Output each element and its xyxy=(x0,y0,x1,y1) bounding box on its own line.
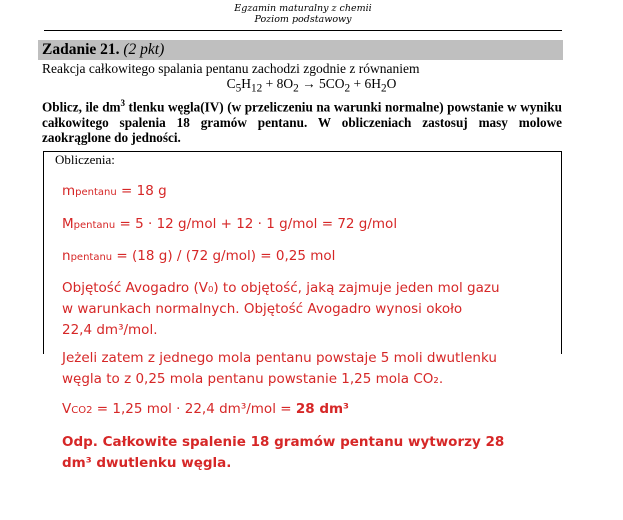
exam-header xyxy=(44,3,562,25)
task-title xyxy=(42,41,164,59)
calculation-label: Obliczenia: xyxy=(55,152,115,167)
volume-line: VCO2 = 1,25 mol · 22,4 dm³/mol = 28 dm³ xyxy=(62,401,349,417)
moles-line: npentanu = (18 g) / (72 g/mol) = 0,25 mol xyxy=(62,248,336,264)
header-subject: Egzamin maturalny z chemii xyxy=(234,3,372,14)
avogadro-paragraph: Objętość Avogadro (V₀) to objętość, jaką zajmuje jeden mol gazu w warunkach normalnych. Objętość Avogadro wynosi około 22,4 dm³/mol. xyxy=(62,280,500,338)
volume-result: 28 dm³ xyxy=(295,401,349,417)
mass-line: mpentanu = 18 g xyxy=(62,183,167,199)
task-points: (2 pkt) xyxy=(123,41,165,58)
final-answer: Odp. Całkowite spalenie 18 gramów pentanu wytworzy 28 dm³ dwutlenku węgla. xyxy=(62,434,505,471)
task-instruction: Oblicz, ile $dm^3$ tlenku węgla(IV) (w przeliczeniu na warunki normalne) powstanie w wyniku całkowitego spalenia 18 gramów pentanu. W obliczeniach zastosuj masy molowe zaokrąglone do jedności. xyxy=(42,98,562,146)
task-number: Zadanie 21. xyxy=(42,41,120,58)
header-divider xyxy=(44,30,562,31)
header-level: Poziom podstawowy xyxy=(254,14,352,25)
task-title-bar xyxy=(38,40,563,60)
task-intro: Reakcja całkowitego spalania pentanu zachodzi zgodnie z równaniem xyxy=(42,61,420,76)
molar-mass-line: Mpentanu = 5 · 12 g/mol + 12 · 1 g/mol = 72 g/mol xyxy=(62,216,398,232)
reaction-equation: $C_5H_{12} + 8O_2 \to 5CO_2 + 6H_2O$ xyxy=(226,76,397,95)
co2-moles-paragraph: Jeżeli zatem z jednego mola pentanu powstaje 5 moli dwutlenku węgla to z 0,25 mola pentanu powstanie 1,25 mola CO₂. xyxy=(62,350,497,387)
